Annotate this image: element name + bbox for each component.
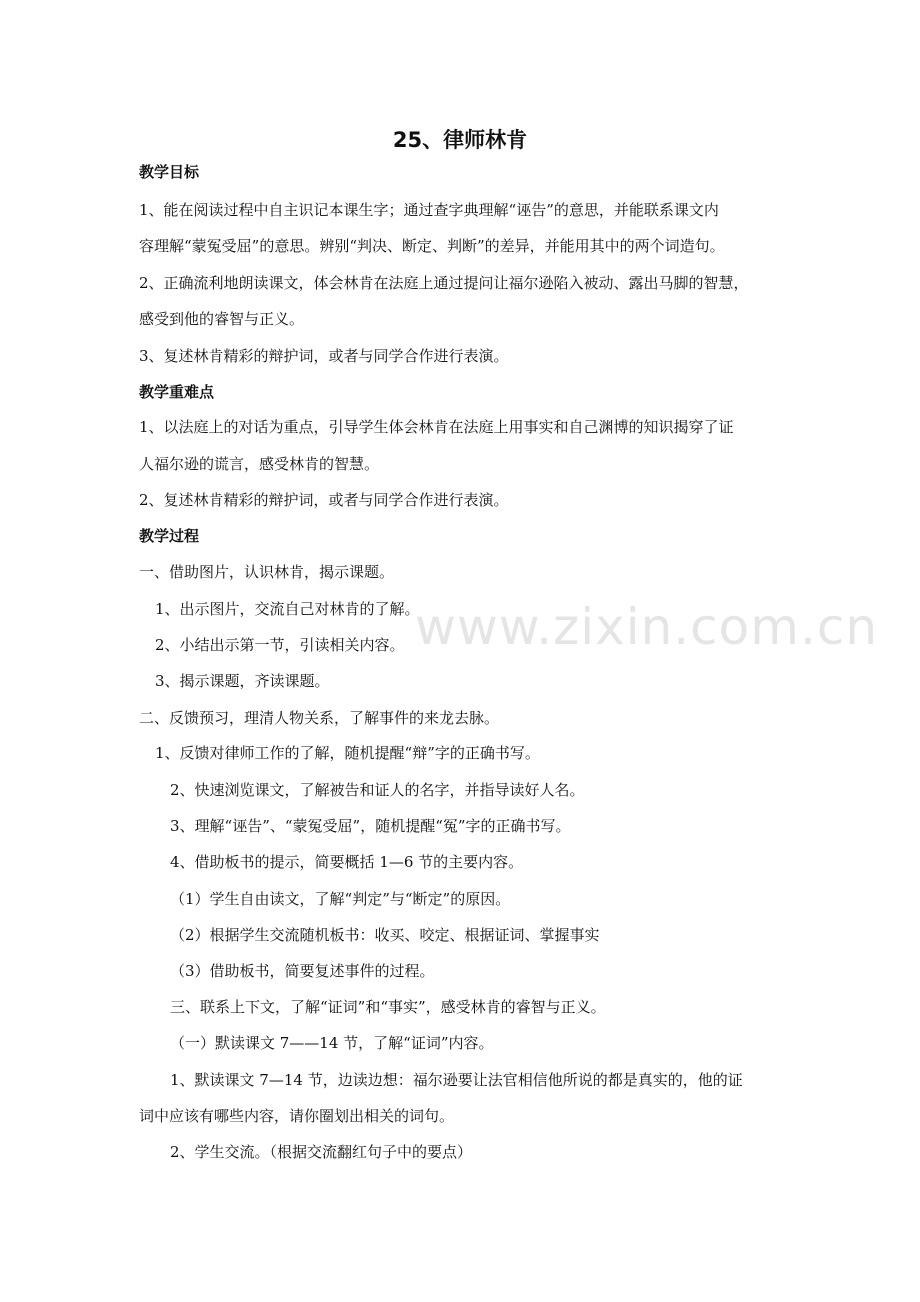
paragraph-line: 1、默读课文 7—14 节，边读边想：福尔逊要让法官相信他所说的都是真实的，他的证: [170, 1071, 743, 1089]
paragraph-line: （1）学生自由读文，了解“判定”与“断定”的原因。: [170, 890, 511, 908]
paragraph-line: 1、出示图片，交流自己对林肯的了解。: [155, 600, 420, 618]
section-heading-objectives: 教学目标: [139, 163, 200, 181]
paragraph-line: 人福尔逊的谎言，感受林肯的智慧。: [139, 455, 380, 473]
paragraph-line: 2、快速浏览课文，了解被告和证人的名字，并指导读好人名。: [170, 781, 585, 799]
paragraph-line: 2、小结出示第一节，引读相关内容。: [155, 636, 405, 654]
paragraph-line: 三、联系上下文，了解“证词”和“事实”，感受林肯的睿智与正义。: [170, 998, 606, 1016]
paragraph-line: 容理解“蒙冤受屈”的意思。辨别“判决、断定、判断”的差异，并能用其中的两个词造句。: [139, 237, 725, 255]
section-heading-process: 教学过程: [139, 527, 200, 545]
section-heading-key-points: 教学重难点: [139, 383, 215, 401]
watermark: www.zixin.com.cn: [415, 598, 879, 656]
paragraph-line: 2、学生交流。（根据交流翻红句子中的要点）: [170, 1143, 473, 1161]
paragraph-line: 3、揭示课题，齐读课题。: [155, 672, 330, 690]
paragraph-line: 1、以法庭上的对话为重点，引导学生体会林肯在法庭上用事实和自己渊博的知识揭穿了证: [139, 418, 734, 436]
paragraph-line: 4、借助板书的提示，简要概括 1—6 节的主要内容。: [170, 853, 524, 871]
paragraph-line: 2、正确流利地朗读课文，体会林肯在法庭上通过提问让福尔逊陷入被动、露出马脚的智慧，: [139, 274, 749, 292]
paragraph-line: 3、理解“诬告”、“蒙冤受屈”，随机提醒“冤”字的正确书写。: [170, 817, 571, 835]
paragraph-line: （2）根据学生交流随机板书：收买、咬定、根据证词、掌握事实: [170, 926, 600, 944]
paragraph-line: 3、复述林肯精彩的辩护词，或者与同学合作进行表演。: [139, 347, 509, 365]
paragraph-line: （3）借助板书，简要复述事件的过程。: [170, 962, 435, 980]
paragraph-line: 1、反馈对律师工作的了解，随机提醒“辩”字的正确书写。: [155, 744, 540, 762]
paragraph-line: 词中应该有哪些内容，请你圈划出相关的词句。: [139, 1107, 455, 1125]
paragraph-line: （一）默读课文 7——14 节，了解“证词”内容。: [170, 1034, 494, 1052]
document-title: 25、律师林肯: [392, 128, 528, 152]
paragraph-line: 一、借助图片，认识林肯，揭示课题。: [139, 563, 395, 581]
paragraph-line: 感受到他的睿智与正义。: [139, 310, 305, 328]
paragraph-line: 2、复述林肯精彩的辩护词，或者与同学合作进行表演。: [139, 491, 509, 509]
paragraph-line: 1、能在阅读过程中自主识记本课生字；通过查字典理解“诬告”的意思，并能联系课文内: [139, 201, 719, 219]
paragraph-line: 二、反馈预习，理清人物关系，了解事件的来龙去脉。: [139, 709, 500, 727]
